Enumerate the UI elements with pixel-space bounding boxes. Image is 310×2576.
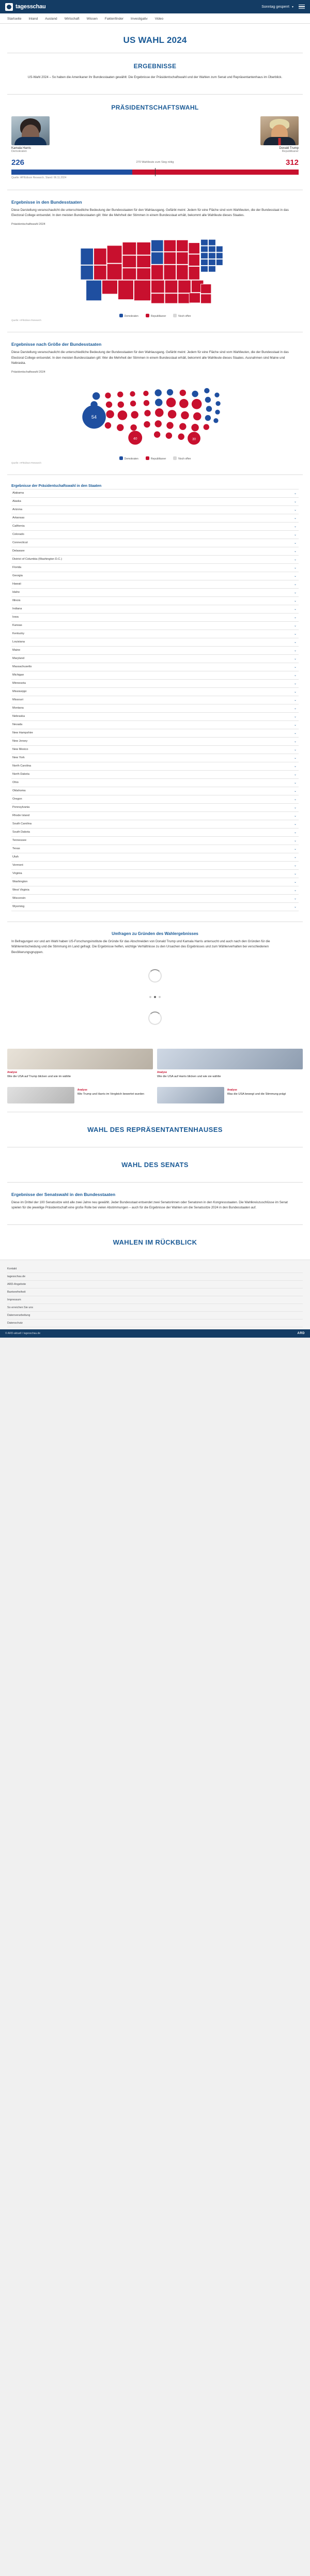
state-name: Hawaii [12,582,21,586]
chevron-down-icon[interactable]: ⌄ [293,872,297,876]
state-name: New Mexico [12,748,28,752]
hamburger-menu-icon[interactable] [299,5,305,9]
teaser-kicker: Analyse [7,1070,18,1074]
retrospective-heading: WAHLEN IM RÜCKBLICK [113,1238,197,1247]
chevron-down-icon[interactable]: ⌄ [293,822,297,826]
state-accordion-row[interactable] [11,489,299,498]
survey-text: In Befragungen vor und am Wahl haben US-Forschungsinstitute die Gründe für das Abschneiden von Donald Trump und Kamala Harris untersucht und auch nach den Gründen für die Wählerentscheidung und die Stimmung im Land gefragt. Die Ergebnisse helfen, wichtige Verhältnisse zu den Ursachen des Ergebnisses und zum Wählerverhalten bei verschiedenen Bevölkerungsgruppen. [11,939,270,954]
state-name: Ohio [12,781,19,785]
chevron-down-icon[interactable]: ⌄ [293,632,297,636]
state-accordion-row[interactable] [11,539,299,547]
teaser-thumbnail [7,1087,74,1103]
chevron-down-icon[interactable]: ⌄ [293,855,297,859]
nav-item-2[interactable]: Ausland [45,17,57,21]
state-accordion-row[interactable] [11,514,299,523]
electoral-score-row [11,158,299,167]
chevron-down-icon[interactable]: ⌄ [293,789,297,793]
state-accordion-row[interactable] [11,721,299,729]
teaser-title: Wie die USA auf Harris blicken und wie sie wählte [157,1075,221,1078]
chevron-down-icon[interactable]: ⌄ [293,591,297,594]
house-section [0,1112,310,1147]
state-results-heading: Ergebnisse der Präsidentschaftswahl in den Staaten [11,484,102,488]
chevron-down-icon[interactable]: ⌄ [293,533,297,536]
survey-heading: Umfragen zu Gründen des Wahlergebnisses [112,931,198,936]
teaser-title: Wie die USA auf Trump blicken und wie im wählte [7,1075,71,1078]
state-results-section [0,475,310,922]
footer-bar [0,1329,310,1338]
loading-spinner-icon-2 [148,1011,162,1025]
chevron-down-icon[interactable]: ⌄ [293,500,297,503]
chevron-down-icon[interactable]: ⌄ [293,549,297,553]
chevron-down-icon[interactable]: ⌄ [293,698,297,702]
state-accordion-row[interactable] [11,564,299,572]
senate-states-section [0,1183,310,1224]
state-name: Oklahoma [12,789,26,793]
teaser-kicker: Analyse [227,1088,237,1092]
chevron-down-icon[interactable]: ⌄ [293,773,297,776]
candidate-name: Kamala Harris [11,146,32,150]
state-accordion-row[interactable] [11,862,299,870]
logo-mark-icon [5,3,13,11]
chevron-down-icon[interactable]: ⌄ [293,574,297,578]
state-name: Louisiana [12,640,25,644]
footer-link[interactable]: Impressum [7,1296,303,1304]
state-name: District of Columbia (Washington D.C.) [12,558,62,561]
state-accordion-row[interactable] [11,787,299,795]
footer-link[interactable]: Datenschutz [7,1320,303,1327]
state-name: New York [12,756,25,760]
footer-links [7,1265,303,1327]
candidate-party: Demokraten [11,149,27,153]
carousel-dot-2[interactable] [159,996,161,998]
bubble-map-heading: Ergebnisse nach Größe der Bundesstaaten [11,341,102,347]
state-accordion-row[interactable] [11,837,299,845]
carousel-dot-1[interactable] [154,996,156,998]
state-name: Arkansas [12,516,25,520]
state-accordion-row[interactable] [11,812,299,820]
nav-item-4[interactable]: Wissen [86,17,98,21]
chevron-down-icon[interactable]: ⌄ [293,806,297,809]
chevron-down-icon[interactable]: ⌄ [293,492,297,495]
chevron-down-icon[interactable]: ⌄ [293,831,297,834]
state-accordion-row[interactable] [11,903,299,911]
state-accordion-row[interactable] [11,506,299,514]
senate-states-heading: Ergebnisse der Senatswahl in den Bundesstaaten [11,1191,116,1197]
state-accordion-row[interactable] [11,605,299,614]
legend-rep: Republikaner [146,456,166,461]
state-name: Maine [12,649,21,652]
state-accordion-row[interactable] [11,663,299,671]
candidate-harris [11,116,50,153]
chevron-down-icon[interactable]: ⌄ [293,707,297,710]
teaser-card[interactable] [7,1049,153,1079]
state-name: Michigan [12,673,24,677]
chevron-down-icon[interactable]: ⌄ [293,888,297,892]
chevron-down-icon[interactable]: ⌄ [293,582,297,586]
state-name: Tennessee [12,839,27,842]
teaser-title: Was die USA bewegt und die Stimmung prägt [227,1092,286,1096]
chevron-down-icon[interactable]: ⌄ [293,781,297,785]
chevron-down-icon[interactable]: ⌄ [293,657,297,661]
chevron-down-icon[interactable]: ⌄ [293,599,297,603]
state-map-section [0,190,310,332]
chevron-down-icon[interactable]: ⌄ [293,541,297,545]
state-name: Washington [12,880,28,884]
state-accordion-row[interactable] [11,704,299,713]
state-name: Missouri [12,698,23,702]
nav-item-1[interactable]: Inland [28,17,38,21]
trump-portrait [260,116,299,145]
state-name: Alabama [12,492,24,495]
state-accordion-row[interactable] [11,498,299,506]
presidential-heading: PRÄSIDENTSCHAFTSWAHL [111,103,199,111]
chevron-down-icon[interactable]: ⌄ [293,880,297,884]
chevron-down-icon[interactable]: ⌄ [293,616,297,619]
carousel-dots[interactable] [11,996,299,998]
map-source-caption: Quelle: AP/Edison Research [11,318,41,321]
state-name: Nebraska [12,715,25,718]
state-name: New Jersey [12,740,28,743]
us-choropleth-map[interactable] [11,229,299,312]
state-accordion-row[interactable] [11,886,299,895]
footer-link[interactable]: tagesschau.de [7,1273,303,1281]
footer [0,1260,310,1329]
chevron-down-icon[interactable]: ⌄ [293,847,297,851]
state-name: Oregon [12,798,22,801]
state-accordion-row[interactable] [11,762,299,771]
results-section [0,53,310,94]
state-name: South Dakota [12,831,30,834]
footer-link[interactable]: Barrierefreiheit [7,1289,303,1296]
greeting-label: Sonntag gesperrt [261,5,289,9]
copyright-text: © ARD-aktuell / tagesschau.de [5,1332,41,1336]
candidate-trump [260,116,299,153]
state-name: Colorado [12,533,24,536]
chevron-down-icon[interactable]: ⌄ [293,607,297,611]
state-accordion-row[interactable] [11,630,299,638]
map-legend [11,314,299,318]
candidates-row [11,116,299,153]
results-heading: ERGEBNISSE [133,63,177,70]
harris-portrait [11,116,50,145]
teaser-kicker: Analyse [157,1070,167,1074]
nav-item-7[interactable]: Video [154,17,164,21]
state-accordion-row[interactable] [11,870,299,878]
state-name: Montana [12,707,24,710]
state-name: Mississippi [12,690,27,694]
chevron-down-icon[interactable]: ⌄ [293,798,297,801]
state-accordion-row[interactable] [11,680,299,688]
loading-spinner-icon [148,969,162,983]
top-bar [0,0,310,13]
state-accordion-row[interactable] [11,523,299,531]
state-accordion [11,489,299,911]
state-name: Georgia [12,574,23,578]
chevron-down-icon[interactable]: ⌄ [293,516,297,520]
state-name: North Carolina [12,764,32,768]
state-accordion-row[interactable] [11,829,299,837]
teaser-thumbnail [7,1049,153,1069]
state-name: Pennsylvania [12,806,30,809]
state-accordion-row[interactable] [11,671,299,680]
chevron-down-icon[interactable]: ⌄ [293,897,297,900]
state-name: New Hampshire [12,731,33,735]
main-nav [0,13,310,24]
chevron-down-icon[interactable]: ⌄ [293,665,297,669]
state-accordion-row[interactable] [11,845,299,853]
state-name: Virginia [12,872,22,876]
legend-open: Noch offen [173,456,191,461]
trump-electoral-votes: 312 [285,158,299,167]
state-name: Rhode Island [12,814,29,818]
teaser-card[interactable] [157,1049,303,1079]
chevron-down-icon[interactable]: ⌄ [293,690,297,694]
logo-text: tagesschau [16,4,46,10]
bubble-legend [11,456,299,461]
svg-text:30: 30 [192,437,196,441]
state-accordion-row[interactable] [11,713,299,721]
chevron-down-icon[interactable]: ⌄ [293,566,297,570]
chevron-down-icon[interactable]: ⌄ [293,839,297,842]
state-accordion-row[interactable] [11,746,299,754]
state-name: Utah [12,855,19,859]
svg-text:40: 40 [133,437,137,441]
state-map-subheading: Präsidentschaftswahl 2024 [11,222,45,226]
bubble-source-caption: Quelle: AP/Edison Research [11,461,41,464]
survey-section [0,922,310,1049]
chevron-down-icon[interactable]: ⌄ [293,731,297,735]
state-name: Alaska [12,500,21,503]
chevron-down-icon[interactable]: ▾ [291,5,293,9]
harris-electoral-votes: 226 [11,158,25,167]
state-name: Massachusetts [12,665,32,669]
state-name: Minnesota [12,682,26,685]
house-heading: WAHL DES REPRÄSENTANTENHAUSES [87,1125,223,1133]
nav-item-6[interactable]: Investigativ [131,17,148,21]
chevron-down-icon[interactable]: ⌄ [293,558,297,561]
state-accordion-row[interactable] [11,622,299,630]
teaser-thumbnail [157,1087,224,1103]
state-accordion-row[interactable] [11,853,299,862]
state-accordion-row[interactable] [11,795,299,804]
chevron-down-icon[interactable]: ⌄ [293,764,297,768]
state-accordion-row[interactable] [11,647,299,655]
state-name: Idaho [12,591,20,594]
state-accordion-row[interactable] [11,779,299,787]
legend-rep: Republikaner [146,314,166,318]
chevron-down-icon[interactable]: ⌄ [293,508,297,512]
teaser-row-2 [0,1087,310,1112]
us-map-svg [11,229,299,312]
state-accordion-row[interactable] [11,531,299,539]
state-name: Iowa [12,616,19,619]
state-name: Illinois [12,599,21,603]
chevron-down-icon[interactable]: ⌄ [293,682,297,685]
svg-text:54: 54 [91,414,97,420]
state-accordion-row[interactable] [11,754,299,762]
teaser-kicker: Analyse [77,1088,87,1092]
state-name: Wyoming [12,905,25,909]
tagesschau-logo[interactable] [5,3,46,11]
footer-link[interactable]: ARD-Angebote [7,1281,303,1289]
state-name: West Virginia [12,888,29,892]
senate-section [0,1147,310,1182]
teaser-card[interactable] [157,1087,303,1103]
state-accordion-row[interactable] [11,895,299,903]
senate-heading: WAHL DES SENATS [121,1160,189,1169]
chevron-down-icon[interactable]: ⌄ [293,740,297,743]
chevron-down-icon[interactable]: ⌄ [293,640,297,644]
state-accordion-row[interactable] [11,878,299,886]
results-intro-text: US-Wahl 2024 – So haben die Amerikaner ihr Bundesstaaten gewählt: Die Ergebnisse der Präsidentschaftswahl und der Wahlen zum Senat und Repräsentantenhaus im Überblick. [27,75,283,79]
chevron-down-icon[interactable]: ⌄ [293,649,297,652]
us-bubble-map[interactable] [11,377,299,454]
state-name: Texas [12,847,20,851]
state-name: Arizona [12,508,22,512]
chevron-down-icon[interactable]: ⌄ [293,905,297,909]
teaser-thumbnail [157,1049,303,1069]
bubble-map-section [0,332,310,474]
bubble-map-text: Diese Darstellung veranschaulicht die unterschiedliche Bedeutung der Bundesstaaten für den Wahlausgang. Gefärbt meint: Jedem für eine Fläche sind vom Wahlleuten, die der Bundesstaat in das Electoral College entsendet. In den meisten Bundesstaaten gilt: Wer die Mehrheit der Stimmen in einem Bundesstaat erhält, bekommt alle Wahlleute dieses Staates. Ausnahmen sind Maine und Nebraska. [11,350,289,365]
nav-item-5[interactable]: Faktenfinder [104,17,124,21]
majority-marker [155,168,156,176]
chevron-down-icon[interactable]: ⌄ [293,748,297,752]
state-name: Maryland [12,657,25,661]
state-accordion-row[interactable] [11,820,299,829]
footer-link[interactable]: So erreichen Sie uns [7,1304,303,1312]
bubble-map-subheading: Präsidentschaftswahl 2024 [11,370,45,374]
teaser-row-1 [0,1049,310,1087]
page-title: US WAHL 2024 [123,35,187,45]
source-note: Quelle: AP/Edison Research, Stand: 06.11.2024 [11,176,67,179]
electoral-bar [11,170,299,175]
chevron-down-icon[interactable]: ⌄ [293,756,297,760]
state-name: South Carolina [12,822,32,826]
state-name: Kentucky [12,632,25,636]
chevron-down-icon[interactable]: ⌄ [293,814,297,818]
chevron-down-icon[interactable]: ⌄ [293,673,297,677]
state-accordion-row[interactable] [11,614,299,622]
state-accordion-row[interactable] [11,655,299,663]
retrospective-section [0,1225,310,1260]
teaser-title: Wie Trump und Harris im Vergleich bewertet wurden [77,1092,145,1096]
chevron-down-icon[interactable]: ⌄ [293,624,297,627]
state-accordion-row[interactable] [11,696,299,704]
chevron-down-icon[interactable]: ⌄ [293,723,297,727]
state-accordion-row[interactable] [11,638,299,647]
state-accordion-row[interactable] [11,729,299,738]
state-accordion-row[interactable] [11,572,299,580]
senate-states-text: Diese im Drittel der 100 Senatssitze wird alle zwei Jahre neu gewählt. Jeder Bundesstaat entsendet zwei Senatorinnen oder Senatoren in den Kongressstaaten. Die Wahlkreiszuschlüsse im Senat spielen für die jeweilige Präsidentschaft eine große Rolle bei vielen Abstimmungen – auch für die Ergebnisse der Wahlen um die Senatssitze 2024 in den Bundesstaaten auf. [11,1200,288,1210]
legend-dem: Demokraten [119,314,138,318]
footer-link[interactable]: Kontakt [7,1265,303,1273]
ard-logo: ARD [297,1332,305,1336]
state-accordion-row[interactable] [11,771,299,779]
chevron-down-icon[interactable]: ⌄ [293,715,297,718]
legend-dem: Demokraten [119,456,138,461]
state-name: Indiana [12,607,22,611]
chevron-down-icon[interactable]: ⌄ [293,864,297,867]
us-bubble-svg [11,377,299,454]
state-accordion-row[interactable] [11,804,299,812]
state-accordion-row[interactable] [11,597,299,605]
state-accordion-row[interactable] [11,547,299,556]
legend-open: Noch offen [173,314,191,318]
state-name: Connecticut [12,541,28,545]
state-accordion-row[interactable] [11,738,299,746]
footer-link[interactable]: Datenverarbeitung [7,1312,303,1320]
majority-needed-label: 270 Wahlleute zum Sieg nötig [136,161,174,164]
carousel-dot-0[interactable] [149,996,151,998]
teaser-card[interactable] [7,1087,153,1103]
state-name: North Dakota [12,773,29,776]
state-name: Wisconsin [12,897,26,900]
nav-item-3[interactable]: Wirtschaft [64,17,80,21]
state-accordion-row[interactable] [11,556,299,564]
candidate-name: Donald Trump [279,146,299,150]
nav-item-0[interactable]: Startseite [7,17,22,21]
candidate-party: Republikaner [282,149,299,153]
chevron-down-icon[interactable]: ⌄ [293,525,297,528]
state-name: Kansas [12,624,22,627]
state-accordion-row[interactable] [11,589,299,597]
state-name: Vermont [12,864,23,867]
state-map-heading: Ergebnisse in den Bundesstaaten [11,199,82,205]
presidential-section [0,95,310,190]
state-name: California [12,525,25,528]
state-name: Florida [12,566,22,570]
state-accordion-row[interactable] [11,580,299,589]
state-name: Nevada [12,723,23,727]
state-accordion-row[interactable] [11,688,299,696]
state-name: Delaware [12,549,25,553]
state-map-text: Diese Darstellung veranschaulicht die unterschiedliche Bedeutung der Bundesstaaten für den Wahlausgang. Gefärbt meint: Jedem für eine Fläche sind vom Wahlleuten, die der Bundesstaat in das Electoral College entsendet. In den meisten Bundesstaaten gilt: Wer die Mehrheit der Stimmen in einem Bundesstaat erhält, bekommt alle Wahlleute dieses Staates. [11,208,289,218]
